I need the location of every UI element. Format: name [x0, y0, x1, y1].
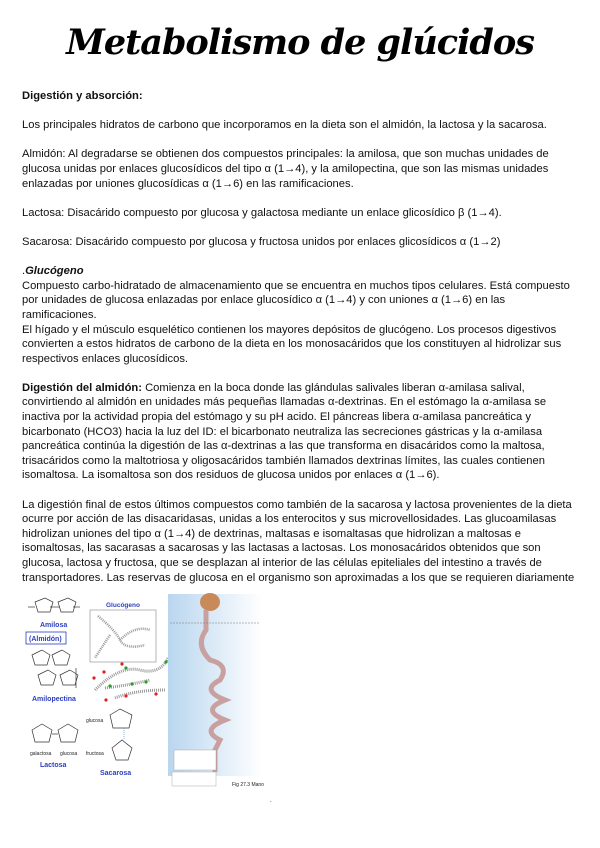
amilopectina-structure	[32, 650, 78, 688]
digestion-final-line: isomaltosas, las sacarasas a sacarosas y las lactasas a lactosas. Los monosacáridos obtenidos que son	[22, 542, 541, 555]
almidon-line: glucosa unidas por enlaces glucosídicos del tipo α (1→4), y la amilopectina, que son las mismas unidades	[22, 162, 549, 175]
galactosa-label: galactosa	[30, 751, 52, 757]
glucosa-label: glucosa	[60, 751, 78, 757]
sacarosa-paragraph: Sacarosa: Disacárido compuesto por glucosa y fructosa unidos por enlaces glicosídicos α (1→2)	[22, 235, 501, 248]
page-mark: .	[270, 798, 272, 804]
digestion-almidon-line: pancreática continúa la digestión de las α-dextrinas a las que transforma en disacáridos como la maltosa,	[22, 440, 545, 453]
digestion-final-line: glucosa, lactosa y fructosa, que se desplazan al interior de las células epiteliales del intestino a través de	[22, 557, 542, 569]
figure-caption: Fig 27.3 Mano	[232, 782, 264, 788]
almidon-line: Almidón: Al degradarse se obtienen dos compuestos principales: la amilosa, que son muchas unidades de	[22, 148, 549, 161]
glucogeno-line: por unidades de glucosa enlazadas por enlace glucosídico α (1→4) y con uniones α (1→6) en las	[22, 294, 506, 307]
glucogeno-line: convierten a estos hidratos de carbono de la dieta en los monosacáridos que los constituyen al hidrolizar sus	[22, 338, 562, 351]
heading-prefix: .	[22, 265, 26, 278]
section-digestion-absorcion	[22, 89, 582, 585]
lactosa-structure	[32, 724, 78, 742]
glucogeno-heading: Glucógeno	[25, 265, 84, 278]
section-heading: Digestión y absorción:	[22, 90, 143, 102]
glucogeno-line: ramificaciones.	[22, 308, 97, 321]
fructosa-label: fructosa	[86, 751, 104, 757]
sacarosa-structure	[110, 709, 132, 760]
digestion-final-line: transportadores. Las reservas de glucosa en el organismo son aproximadas a los que se requieren diariamente	[22, 571, 575, 584]
amilopectina-label: Amilopectina	[32, 696, 76, 703]
carbohydrate-figure	[20, 590, 320, 820]
glucosa-label: glucosa	[86, 718, 104, 724]
digestion-almidon-line: convirtiendo al almidón en unidades más pequeñas llamadas α-dextrinas. En el estómago la α-amilasa se	[22, 396, 547, 409]
amilosa-label: Amilosa	[40, 622, 68, 629]
glucogeno-line: El hígado y el músculo esquelético contienen los mayores depósitos de glucógeno. Los procesos digestivos	[22, 323, 557, 336]
digestion-almidon-line: isomaltosa. La isomaltosa son dos residuos de glucosa unidos por enlaces α (1→6).	[22, 469, 440, 482]
amilosa-structure	[28, 598, 80, 612]
digestion-almidon-line: Comienza en la boca donde las glándulas salivales liberan α-amilasa salival,	[141, 381, 525, 394]
almidon-line: enlazadas por uniones glucosídicas α (1→6) en las ramificaciones.	[22, 177, 354, 190]
almidon-label: (Almidón)	[29, 636, 62, 643]
glucogeno-line: Compuesto carbo-hidratado de almacenamiento que se encuentra en muchos tipos celulares. Está compuesto	[22, 279, 570, 292]
digestion-almidon-heading: Digestión del almidón:	[22, 381, 142, 394]
digestion-almidon-line: inactiva por la actividad propia del estómago y su pH acido. El páncreas libera α-amilasa pancreática y	[22, 411, 531, 424]
digestion-final-line: hidrolizan uniones del tipo α (1→4) de dextrinas, maltasas e isomaltasas que hidrolizan a maltosas e	[22, 527, 521, 540]
glucogeno-label: Glucógeno	[106, 602, 140, 609]
digestion-almidon-line: trisacáridos como la maltotriosa y oligosacáridos también llamados dextrinas límites, las cuales contienen	[22, 454, 545, 467]
sacarosa-label: Sacarosa	[100, 770, 132, 777]
digestion-final-line: ocurre por acción de las disacaridasas, unidas a los enterocitos y sus microvellosidades. Las glucoamilasas	[22, 513, 557, 526]
glucogeno-line: respectivos enlaces glucosídicos.	[22, 352, 189, 365]
digestion-almidon-line: bicarbonato (HCO3) hacia la luz del ID: el bicarbonato neutraliza las secreciones gástricas y la α-amilasa	[22, 425, 543, 438]
digestion-final-line: La digestión final de estos últimos compuestos como también de la sacarosa y lactosa provenientes de la dieta	[22, 498, 572, 511]
page-title: Metabolismo de glúcidos	[66, 22, 534, 63]
lactosa-paragraph: Lactosa: Disacárido compuesto por glucosa y galactosa mediante un enlace glicosídico β (1→4).	[22, 206, 502, 219]
lactosa-label: Lactosa	[40, 762, 67, 769]
intro-paragraph: Los principales hidratos de carbono que incorporamos en la dieta son el almidón, la lactosa y la sacarosa.	[22, 119, 547, 132]
head-icon	[200, 593, 220, 611]
